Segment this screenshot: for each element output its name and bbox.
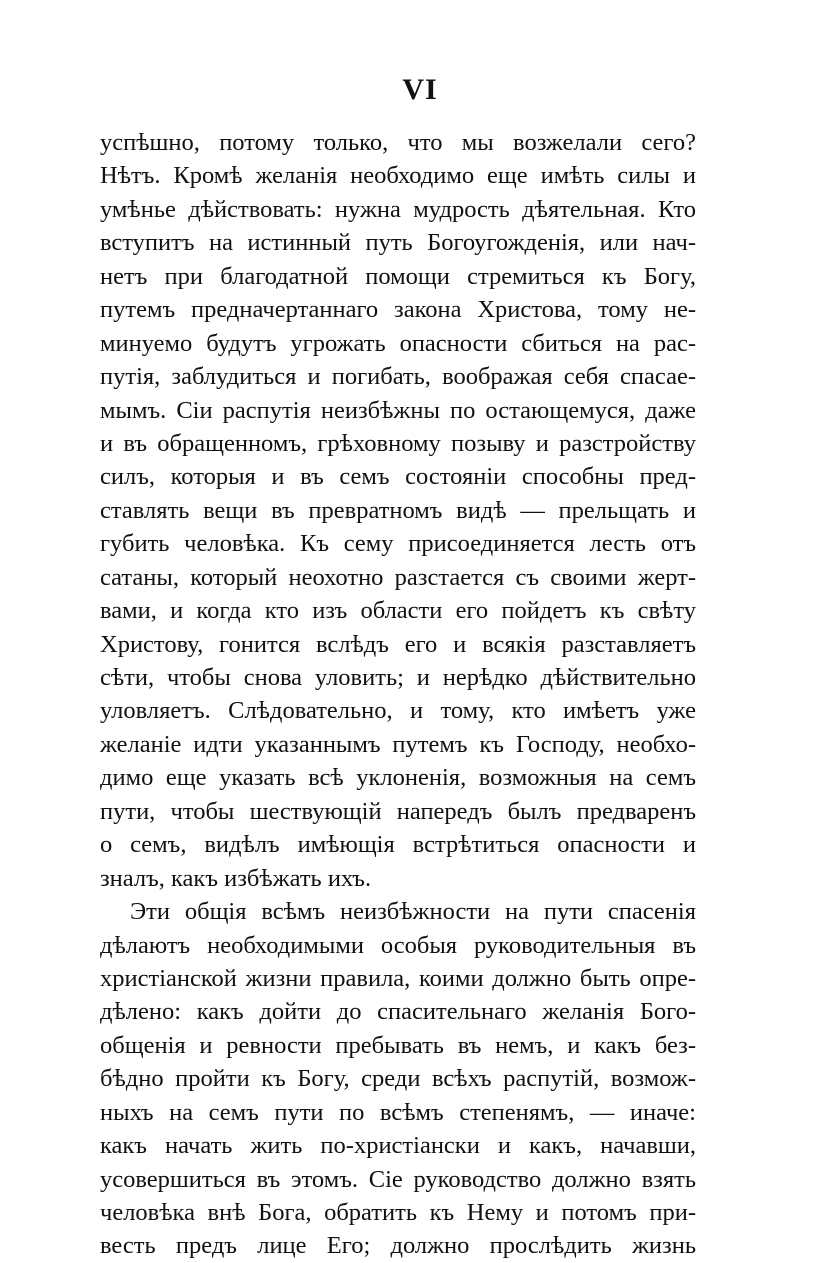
text-line: умѣнье дѣйствовать: нужна мудрость дѣятельная. Кто (100, 195, 696, 223)
text-line: общенія и ревности пребывать въ немъ, и какъ без- (100, 1031, 696, 1059)
paragraph-2 (100, 895, 696, 1263)
text-line: и въ обращенномъ, грѣховному позыву и разстройству (100, 429, 696, 457)
text-line: сѣти, чтобы снова уловить; и нерѣдко дѣйствительно (100, 664, 696, 691)
text-line: ныхъ на семъ пути по всѣмъ степенямъ, — иначе: (100, 1098, 696, 1126)
text-line: желаніе идти указаннымъ путемъ къ Господу, необхо- (100, 730, 696, 758)
text-line: путемъ предначертаннаго закона Христова, тому не- (100, 296, 696, 324)
text-line: Христову, гонится вслѣдъ его и всякія разставляетъ (100, 630, 696, 658)
text-line: Эти общія всѣмъ неизбѣжности на пути спасенія (130, 898, 696, 926)
text-line: о семъ, видѣлъ имѣющія встрѣтиться опасности и (100, 831, 696, 859)
text-line: минуемо будутъ угрожать опасности сбиться на рас- (100, 329, 696, 357)
text-line: человѣка внѣ Бога, обратить къ Нему и потомъ при- (100, 1199, 696, 1226)
text-line: успѣшно, потому только, что мы возжелали сего? (100, 129, 696, 156)
text-line: мымъ. Сіи распутія неизбѣжны по остающемуся, даже (100, 396, 696, 424)
text-line: силъ, которыя и въ семъ состояніи способны пред- (100, 463, 696, 491)
text-line: нетъ при благодатной помощи стремиться къ Богу, (100, 262, 696, 290)
paragraph-1 (100, 126, 696, 895)
text-line: весть предъ лице Его; должно прослѣдить жизнь (100, 1232, 696, 1260)
text-line: вступитъ на истинный путь Богоугожденія, или нач- (100, 229, 696, 257)
text-line: дѣлаютъ необходимыми особыя руководительныя въ (100, 931, 696, 959)
text-line: ставлять вещи въ превратномъ видѣ — прельщать и (100, 496, 696, 524)
text-line: дѣлено: какъ дойти до спасительнаго желанія Бого- (100, 998, 696, 1026)
page-number: VI (402, 73, 438, 106)
text-line: губить человѣка. Къ сему присоединяется лесть отъ (100, 530, 696, 558)
text-line: какъ начать жить по-христіански и какъ, начавши, (100, 1132, 696, 1160)
text-line: зналъ, какъ избѣжать ихъ. (100, 864, 372, 892)
text-line: Нѣтъ. Кромѣ желанія необходимо еще имѣть силы и (100, 162, 696, 190)
text-line: христіанской жизни правила, коими должно быть опре- (100, 964, 696, 992)
text-line: пути, чтобы шествующій напередъ былъ предваренъ (100, 797, 696, 825)
text-line: димо еще указать всѣ уклоненія, возможныя на семъ (100, 764, 696, 792)
text-line: вами, и когда кто изъ области его пойдетъ къ свѣту (100, 597, 696, 625)
body-text (100, 126, 696, 1263)
text-line: сатаны, который неохотно разстается съ своими жерт- (100, 563, 696, 591)
text-line: путія, заблудиться и погибать, воображая себя спасае- (100, 363, 696, 391)
text-line: уловляетъ. Слѣдовательно, и тому, кто имѣетъ уже (100, 697, 696, 725)
text-line: бѣдно пройти къ Богу, среди всѣхъ распутій, возмож- (100, 1065, 696, 1093)
text-line: усовершиться въ этомъ. Сіе руководство должно взять (100, 1165, 696, 1193)
